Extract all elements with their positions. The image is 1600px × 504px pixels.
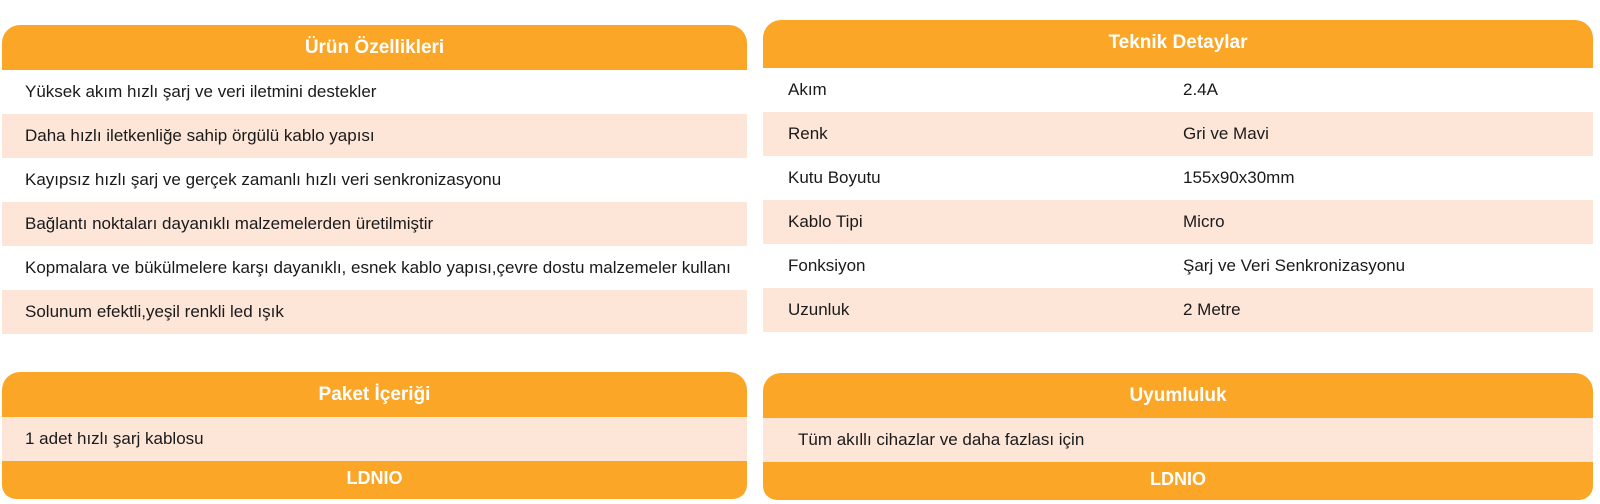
feature-row — [2, 158, 747, 202]
package-item: 1 adet hızlı şarj kablosu — [25, 429, 204, 448]
compatibility-panel — [763, 373, 1593, 500]
package-title: Paket İçeriği — [2, 372, 747, 417]
feature-text: Yüksek akım hızlı şarj ve veri iletmini destekler — [25, 82, 377, 101]
tech-value: 2 Metre — [1183, 300, 1241, 319]
feature-row — [2, 70, 747, 114]
tech-row — [763, 112, 1593, 156]
package-brand-footer: LDNIO — [2, 461, 747, 499]
tech-key: Kutu Boyutu — [788, 168, 881, 187]
tech-key: Kablo Tipi — [788, 212, 863, 231]
tech-details-title: Teknik Detaylar — [763, 20, 1593, 68]
package-row — [2, 417, 747, 461]
compatibility-brand-footer: LDNIO — [763, 462, 1593, 500]
tech-row — [763, 200, 1593, 244]
features-panel — [2, 25, 747, 334]
compatibility-row — [763, 418, 1593, 462]
package-panel — [2, 372, 747, 499]
tech-key: Uzunluk — [788, 300, 850, 319]
feature-text: Daha hızlı iletkenliğe sahip örgülü kablo yapısı — [25, 126, 375, 145]
tech-value: Gri ve Mavi — [1183, 124, 1269, 143]
compatibility-item: Tüm akıllı cihazlar ve daha fazlası için — [798, 430, 1085, 449]
feature-text: Kopmalara ve bükülmelere karşı dayanıklı, esnek kablo yapısı,çevre dostu malzemeler kullanı — [25, 258, 731, 277]
feature-row — [2, 202, 747, 246]
feature-row — [2, 246, 747, 290]
tech-row — [763, 244, 1593, 288]
tech-value: Micro — [1183, 212, 1225, 231]
tech-value: 155x90x30mm — [1183, 168, 1295, 187]
tech-key: Fonksiyon — [788, 256, 866, 275]
tech-value: Şarj ve Veri Senkronizasyonu — [1183, 256, 1406, 275]
tech-value: 2.4A — [1183, 80, 1218, 99]
tech-key: Akım — [788, 80, 827, 99]
tech-key: Renk — [788, 124, 828, 143]
compatibility-title: Uyumluluk — [763, 373, 1593, 418]
feature-text: Solunum efektli,yeşil renkli led ışık — [25, 302, 284, 321]
tech-row — [763, 68, 1593, 112]
feature-row — [2, 114, 747, 158]
tech-details-panel — [763, 20, 1593, 332]
feature-text: Bağlantı noktaları dayanıklı malzemelerden üretilmiştir — [25, 214, 434, 233]
tech-row — [763, 288, 1593, 332]
feature-row — [2, 290, 747, 334]
features-title: Ürün Özellikleri — [2, 25, 747, 70]
feature-text: Kayıpsız hızlı şarj ve gerçek zamanlı hızlı veri senkronizasyonu — [25, 170, 502, 189]
tech-row — [763, 156, 1593, 200]
